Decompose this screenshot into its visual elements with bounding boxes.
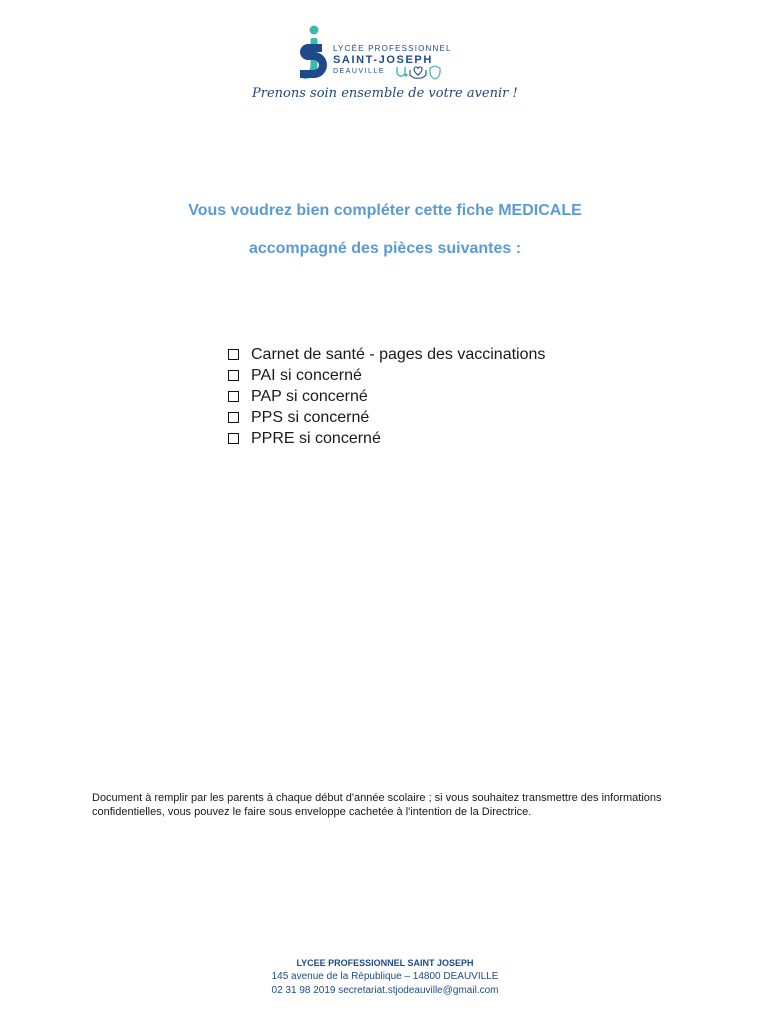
footer-contact: 02 31 98 2019 secretariat.stjodeauville@gmail.com xyxy=(271,985,499,996)
checklist-label: PAI si concerné xyxy=(251,366,362,384)
checklist-item xyxy=(228,365,545,386)
checklist-label: PAP si concerné xyxy=(251,387,368,405)
logo-line2: SAINT-JOSEPH xyxy=(333,54,433,66)
checkbox[interactable] xyxy=(228,370,239,381)
footer-address: 145 avenue de la République – 14800 DEAUVILLE xyxy=(271,971,499,982)
page-subheading: accompagné des pièces suivantes : xyxy=(248,240,522,257)
page-heading: Vous voudrez bien compléter cette fiche MEDICALE xyxy=(188,202,582,219)
checklist-item xyxy=(228,386,545,407)
checklist-item xyxy=(228,407,545,428)
checkbox[interactable] xyxy=(228,412,239,423)
logo-line1: LYCÉE PROFESSIONNEL xyxy=(333,44,452,53)
documents-checklist xyxy=(228,344,545,449)
logo-dot xyxy=(310,26,319,35)
footer-school-name: LYCEE PROFESSIONNEL SAINT JOSEPH xyxy=(296,958,474,968)
checklist-item xyxy=(228,344,545,365)
checkbox[interactable] xyxy=(228,349,239,360)
checklist-label: PPS si concerné xyxy=(251,408,370,426)
checklist-label: PPRE si concerné xyxy=(251,429,381,447)
footer xyxy=(0,956,770,998)
checkbox[interactable] xyxy=(228,433,239,444)
instructions-note: Document à remplir par les parents à chaque début d'année scolaire ; si vous souhaitez transmettre des informations confidentielles, vous pouvez le faire sous enveloppe cachetée à l'intention de la Directrice. xyxy=(92,792,662,818)
logo-line3: DEAUVILLE xyxy=(333,68,386,75)
logo-wordmark xyxy=(333,44,452,76)
checklist-label: Carnet de santé - pages des vaccinations xyxy=(251,345,546,363)
checklist-item xyxy=(228,428,545,449)
tagline: Prenons soin ensemble de votre avenir ! xyxy=(252,86,518,101)
checkbox[interactable] xyxy=(228,391,239,402)
